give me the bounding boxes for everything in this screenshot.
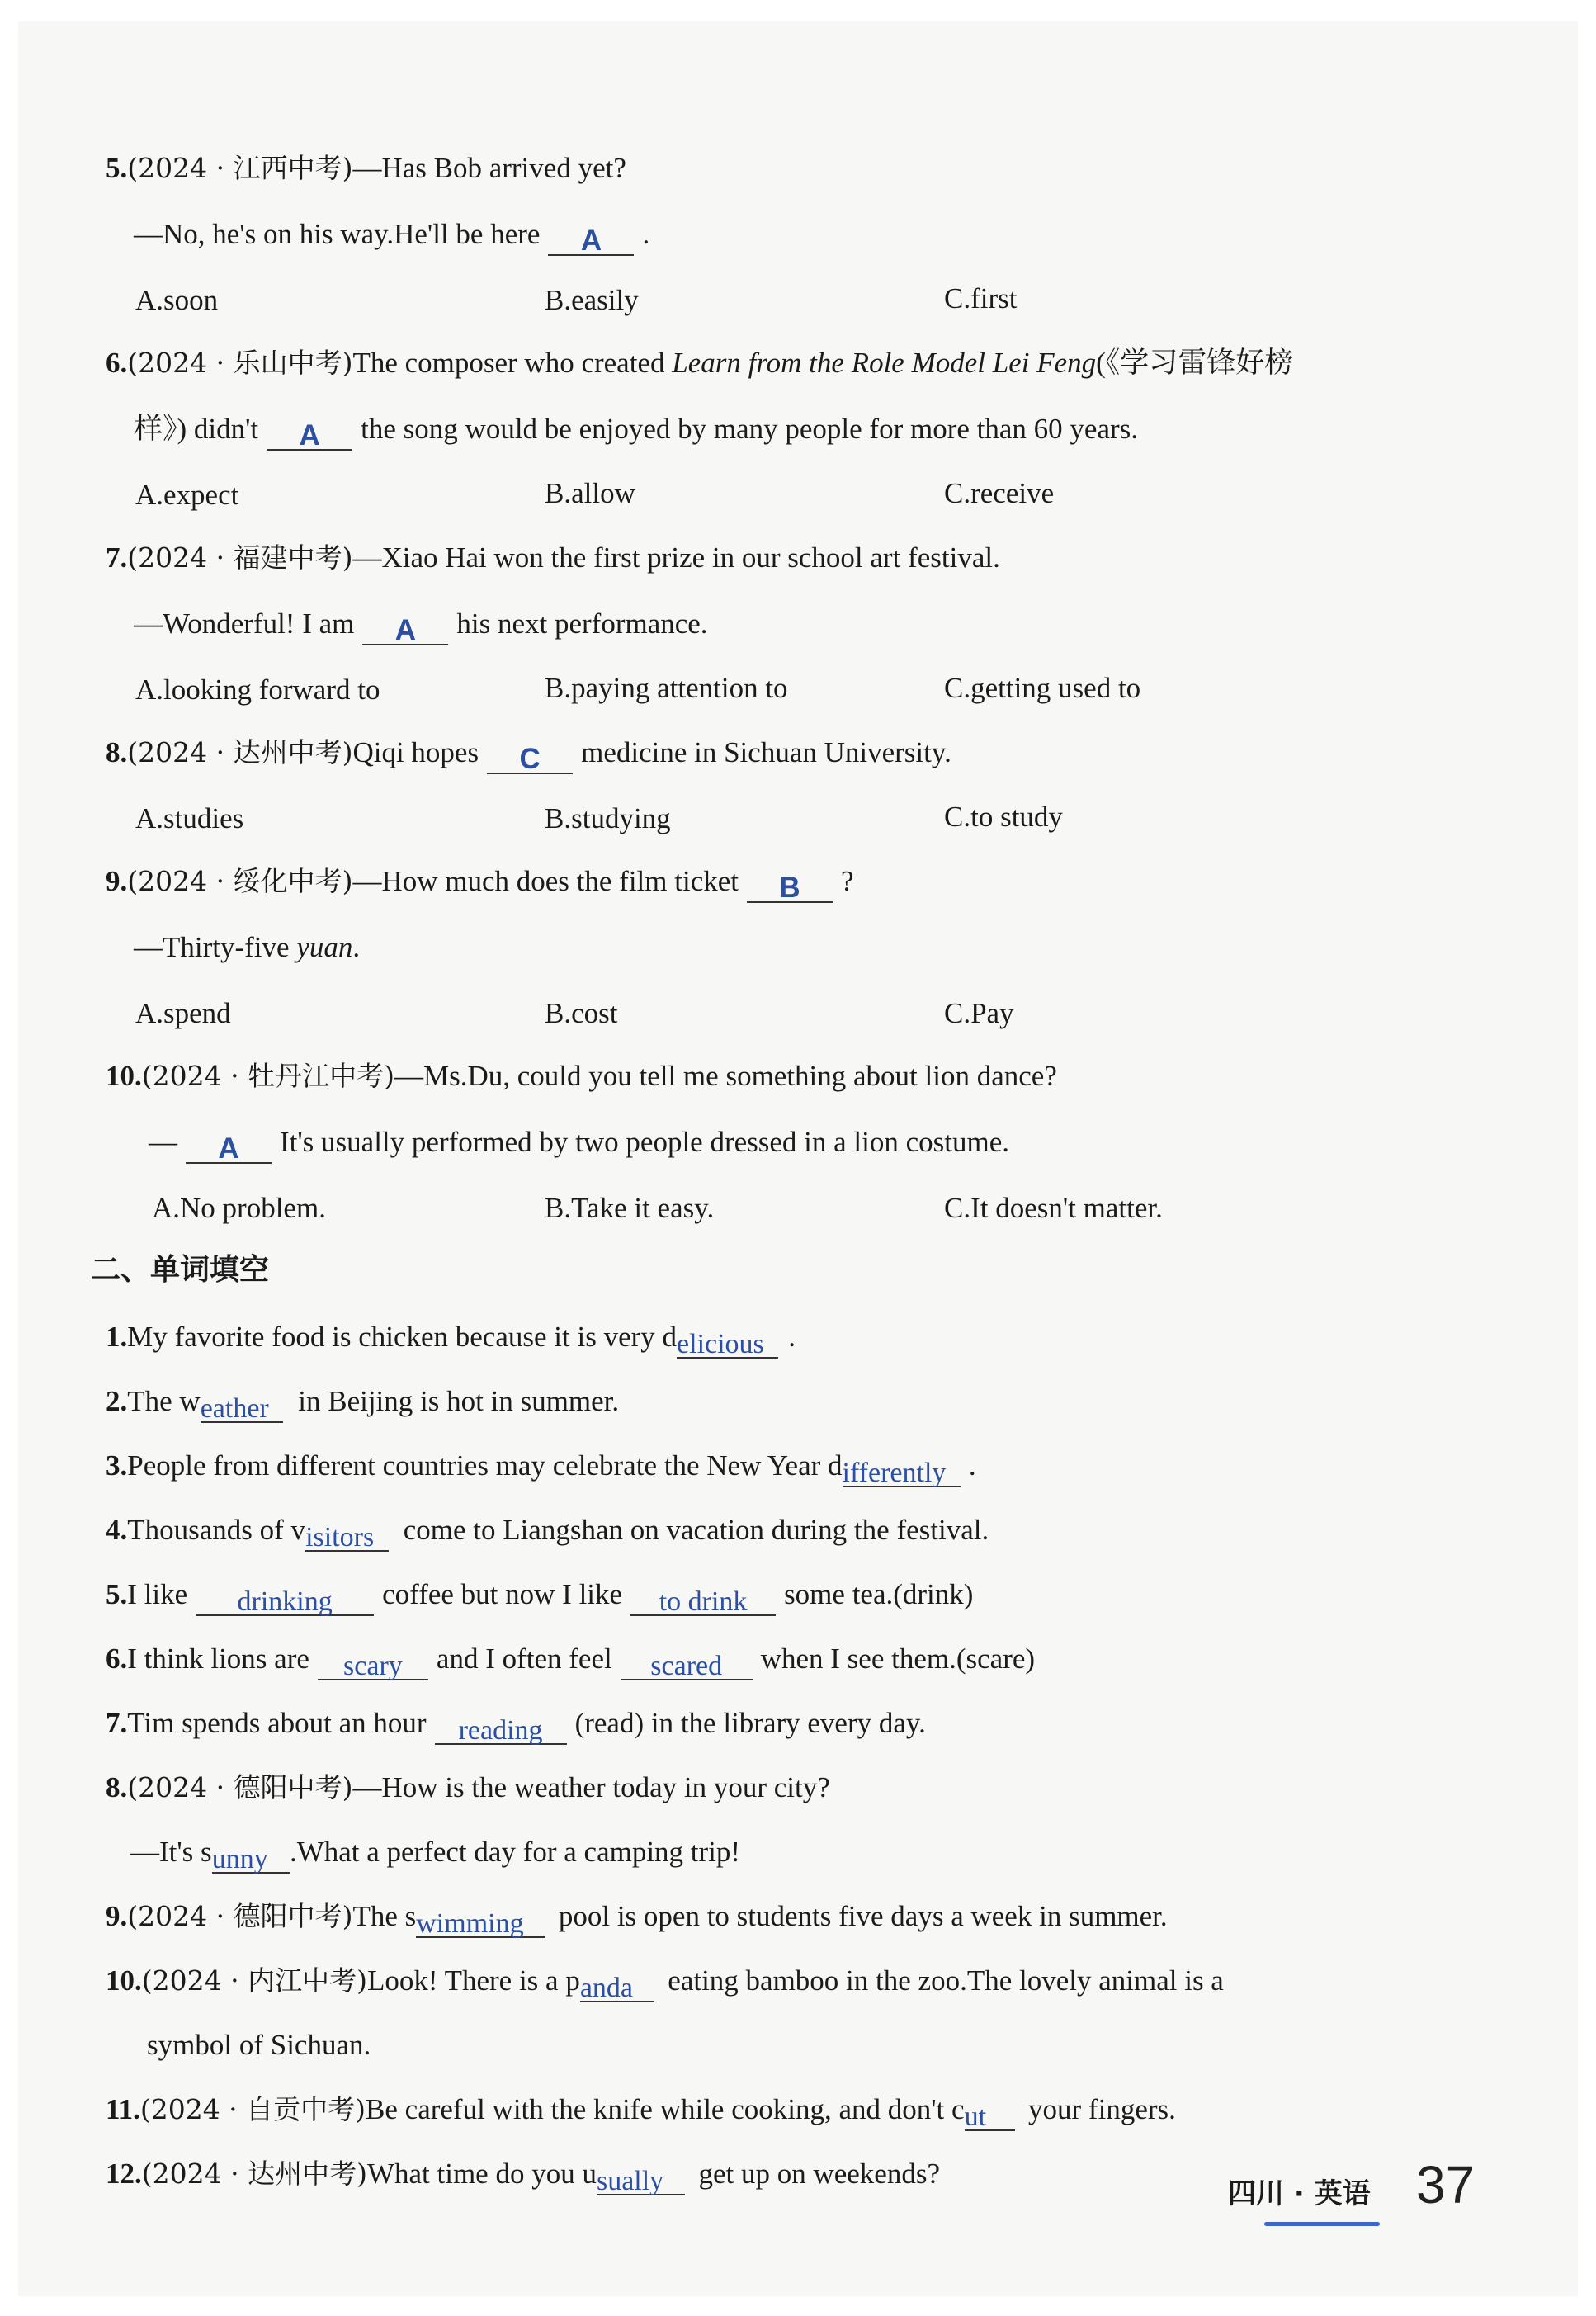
question-5 xyxy=(106,150,626,187)
answer-blank: A xyxy=(186,1131,272,1164)
fill-blank: elicious xyxy=(677,1326,778,1359)
fill-blank: ut xyxy=(965,2098,1015,2131)
question-source: (2024 · 达州中考) xyxy=(127,736,353,768)
fill-blank: ifferently xyxy=(843,1454,961,1487)
answer-blank xyxy=(548,223,634,256)
fill-blank: wimming xyxy=(416,1905,545,1938)
option-b: B.easily xyxy=(545,284,639,316)
footer-label: 四川 · 英语 xyxy=(1228,2177,1371,2210)
fill-blank: scared xyxy=(621,1647,753,1680)
question-source: (2024 · 自贡中考) xyxy=(139,2093,366,2125)
word-question-5: 5.I like drinking coffee but now I like to drink some tea.(drink) xyxy=(106,1578,974,1617)
question-5-line2: —No, he's on his way.He'll be here A . xyxy=(134,218,650,257)
option-b: B.cost xyxy=(545,997,618,1029)
option-a: A.studies xyxy=(135,802,244,834)
option-a: A.expect xyxy=(135,479,239,511)
answer-text: A xyxy=(580,225,602,257)
option-c: C.It doesn't matter. xyxy=(944,1192,1163,1224)
option-a: A.spend xyxy=(135,997,231,1029)
question-8: 8.(2024 · 达州中考)Qiqi hopes C medicine in Sichuan University. xyxy=(106,736,951,775)
question-source: (2024 · 绥化中考) xyxy=(127,865,353,897)
question-source: (2024 · 福建中考) xyxy=(127,541,353,574)
question-9: 9.(2024 · 绥化中考)—How much does the film ticket B ? xyxy=(106,865,854,904)
page-number: 37 xyxy=(1416,2155,1476,2214)
question-source: (2024 · 德阳中考) xyxy=(127,1771,353,1803)
word-question-10-line2: symbol of Sichuan. xyxy=(147,2029,371,2061)
answer-blank: B xyxy=(747,870,833,903)
word-question-4: 4.Thousands of visitors come to Liangshan on vacation during the festival. xyxy=(106,1514,989,1553)
option-b: B.studying xyxy=(545,802,671,834)
fill-blank: isitors xyxy=(305,1519,389,1552)
song-title: Learn from the Role Model Lei Feng xyxy=(672,347,1097,379)
option-b: B.Take it easy. xyxy=(545,1192,715,1224)
question-source: (2024 · 江西中考) xyxy=(127,152,353,184)
option-c: C.receive xyxy=(944,477,1055,509)
section-heading: 二、单词填空 xyxy=(91,1253,270,1287)
option-a: A.No problem. xyxy=(152,1192,326,1224)
word-question-10: 10.(2024 · 内江中考)Look! There is a panda eating bamboo in the zoo.The lovely animal is a xyxy=(106,1964,1224,2003)
answer-blank: C xyxy=(487,741,573,774)
option-c: C.Pay xyxy=(944,997,1014,1029)
fill-blank: scary xyxy=(318,1647,428,1680)
option-c: C.to study xyxy=(944,801,1063,833)
fill-blank: anda xyxy=(580,1969,654,2002)
option-a: A.soon xyxy=(135,284,219,316)
question-source: (2024 · 乐山中考) xyxy=(127,347,353,379)
fill-blank: unny xyxy=(212,1841,290,1874)
fill-blank: reading xyxy=(435,1712,567,1745)
option-b: B.paying attention to xyxy=(545,672,788,704)
fill-blank: eather xyxy=(201,1390,284,1423)
question-source: (2024 · 内江中考) xyxy=(141,1964,367,1997)
question-number: 5. xyxy=(106,152,128,184)
word-question-9: 9.(2024 · 德阳中考)The swimming pool is open to students five days a week in summer. xyxy=(106,1900,1168,1939)
word-question-7: 7.Tim spends about an hour reading (read) in the library every day. xyxy=(106,1707,926,1746)
word-question-11: 11.(2024 · 自贡中考)Be careful with the knife while cooking, and don't cut your fingers. xyxy=(106,2093,1176,2132)
option-a: A.looking forward to xyxy=(135,674,380,706)
answer-blank: A xyxy=(267,418,352,451)
word-question-3: 3.People from different countries may celebrate the New Year differently . xyxy=(106,1449,976,1488)
option-c: C.getting used to xyxy=(944,672,1141,704)
question-stem: —Has Bob arrived yet? xyxy=(352,152,626,184)
question-source: (2024 · 牡丹江中考) xyxy=(141,1060,394,1092)
word-question-8: 8.(2024 · 德阳中考)—How is the weather today in your city? xyxy=(106,1771,830,1803)
question-9-line2: —Thirty-five yuan. xyxy=(134,931,361,963)
fill-blank: drinking xyxy=(196,1583,374,1616)
question-7: 7.(2024 · 福建中考)—Xiao Hai won the first prize in our school art festival. xyxy=(106,541,1000,574)
question-6-line2: 样》) didn't A the song would be enjoyed by many people for more than 60 years. xyxy=(134,413,1139,451)
fill-blank: to drink xyxy=(630,1583,776,1616)
question-source: (2024 · 达州中考) xyxy=(141,2158,367,2190)
option-c: C.first xyxy=(944,282,1018,314)
word-question-6: 6.I think lions are scary and I often feel scared when I see them.(scare) xyxy=(106,1642,1036,1681)
footer-accent-bar xyxy=(1264,2222,1380,2226)
word-question-1: 1.My favorite food is chicken because it is very delicious . xyxy=(106,1321,796,1359)
answer-blank: A xyxy=(362,612,448,645)
question-6: 6.(2024 · 乐山中考)The composer who created Learn from the Role Model Lei Feng(《学习雷锋好榜 xyxy=(106,347,1294,379)
word-question-2: 2.The weather in Beijing is hot in summer. xyxy=(106,1385,620,1424)
option-b: B.allow xyxy=(545,477,635,509)
fill-blank: sually xyxy=(597,2162,685,2195)
question-10-line2: — A It's usually performed by two people dressed in a lion costume. xyxy=(149,1126,1010,1165)
word-question-8-line2: —It's sunny .What a perfect day for a camping trip! xyxy=(130,1836,741,1874)
question-7-line2: —Wonderful! I am A his next performance. xyxy=(134,607,708,646)
question-source: (2024 · 德阳中考) xyxy=(127,1900,353,1932)
word-question-12: 12.(2024 · 达州中考)What time do you usually get up on weekends? xyxy=(106,2158,940,2196)
question-10: 10.(2024 · 牡丹江中考)—Ms.Du, could you tell me something about lion dance? xyxy=(106,1060,1057,1092)
